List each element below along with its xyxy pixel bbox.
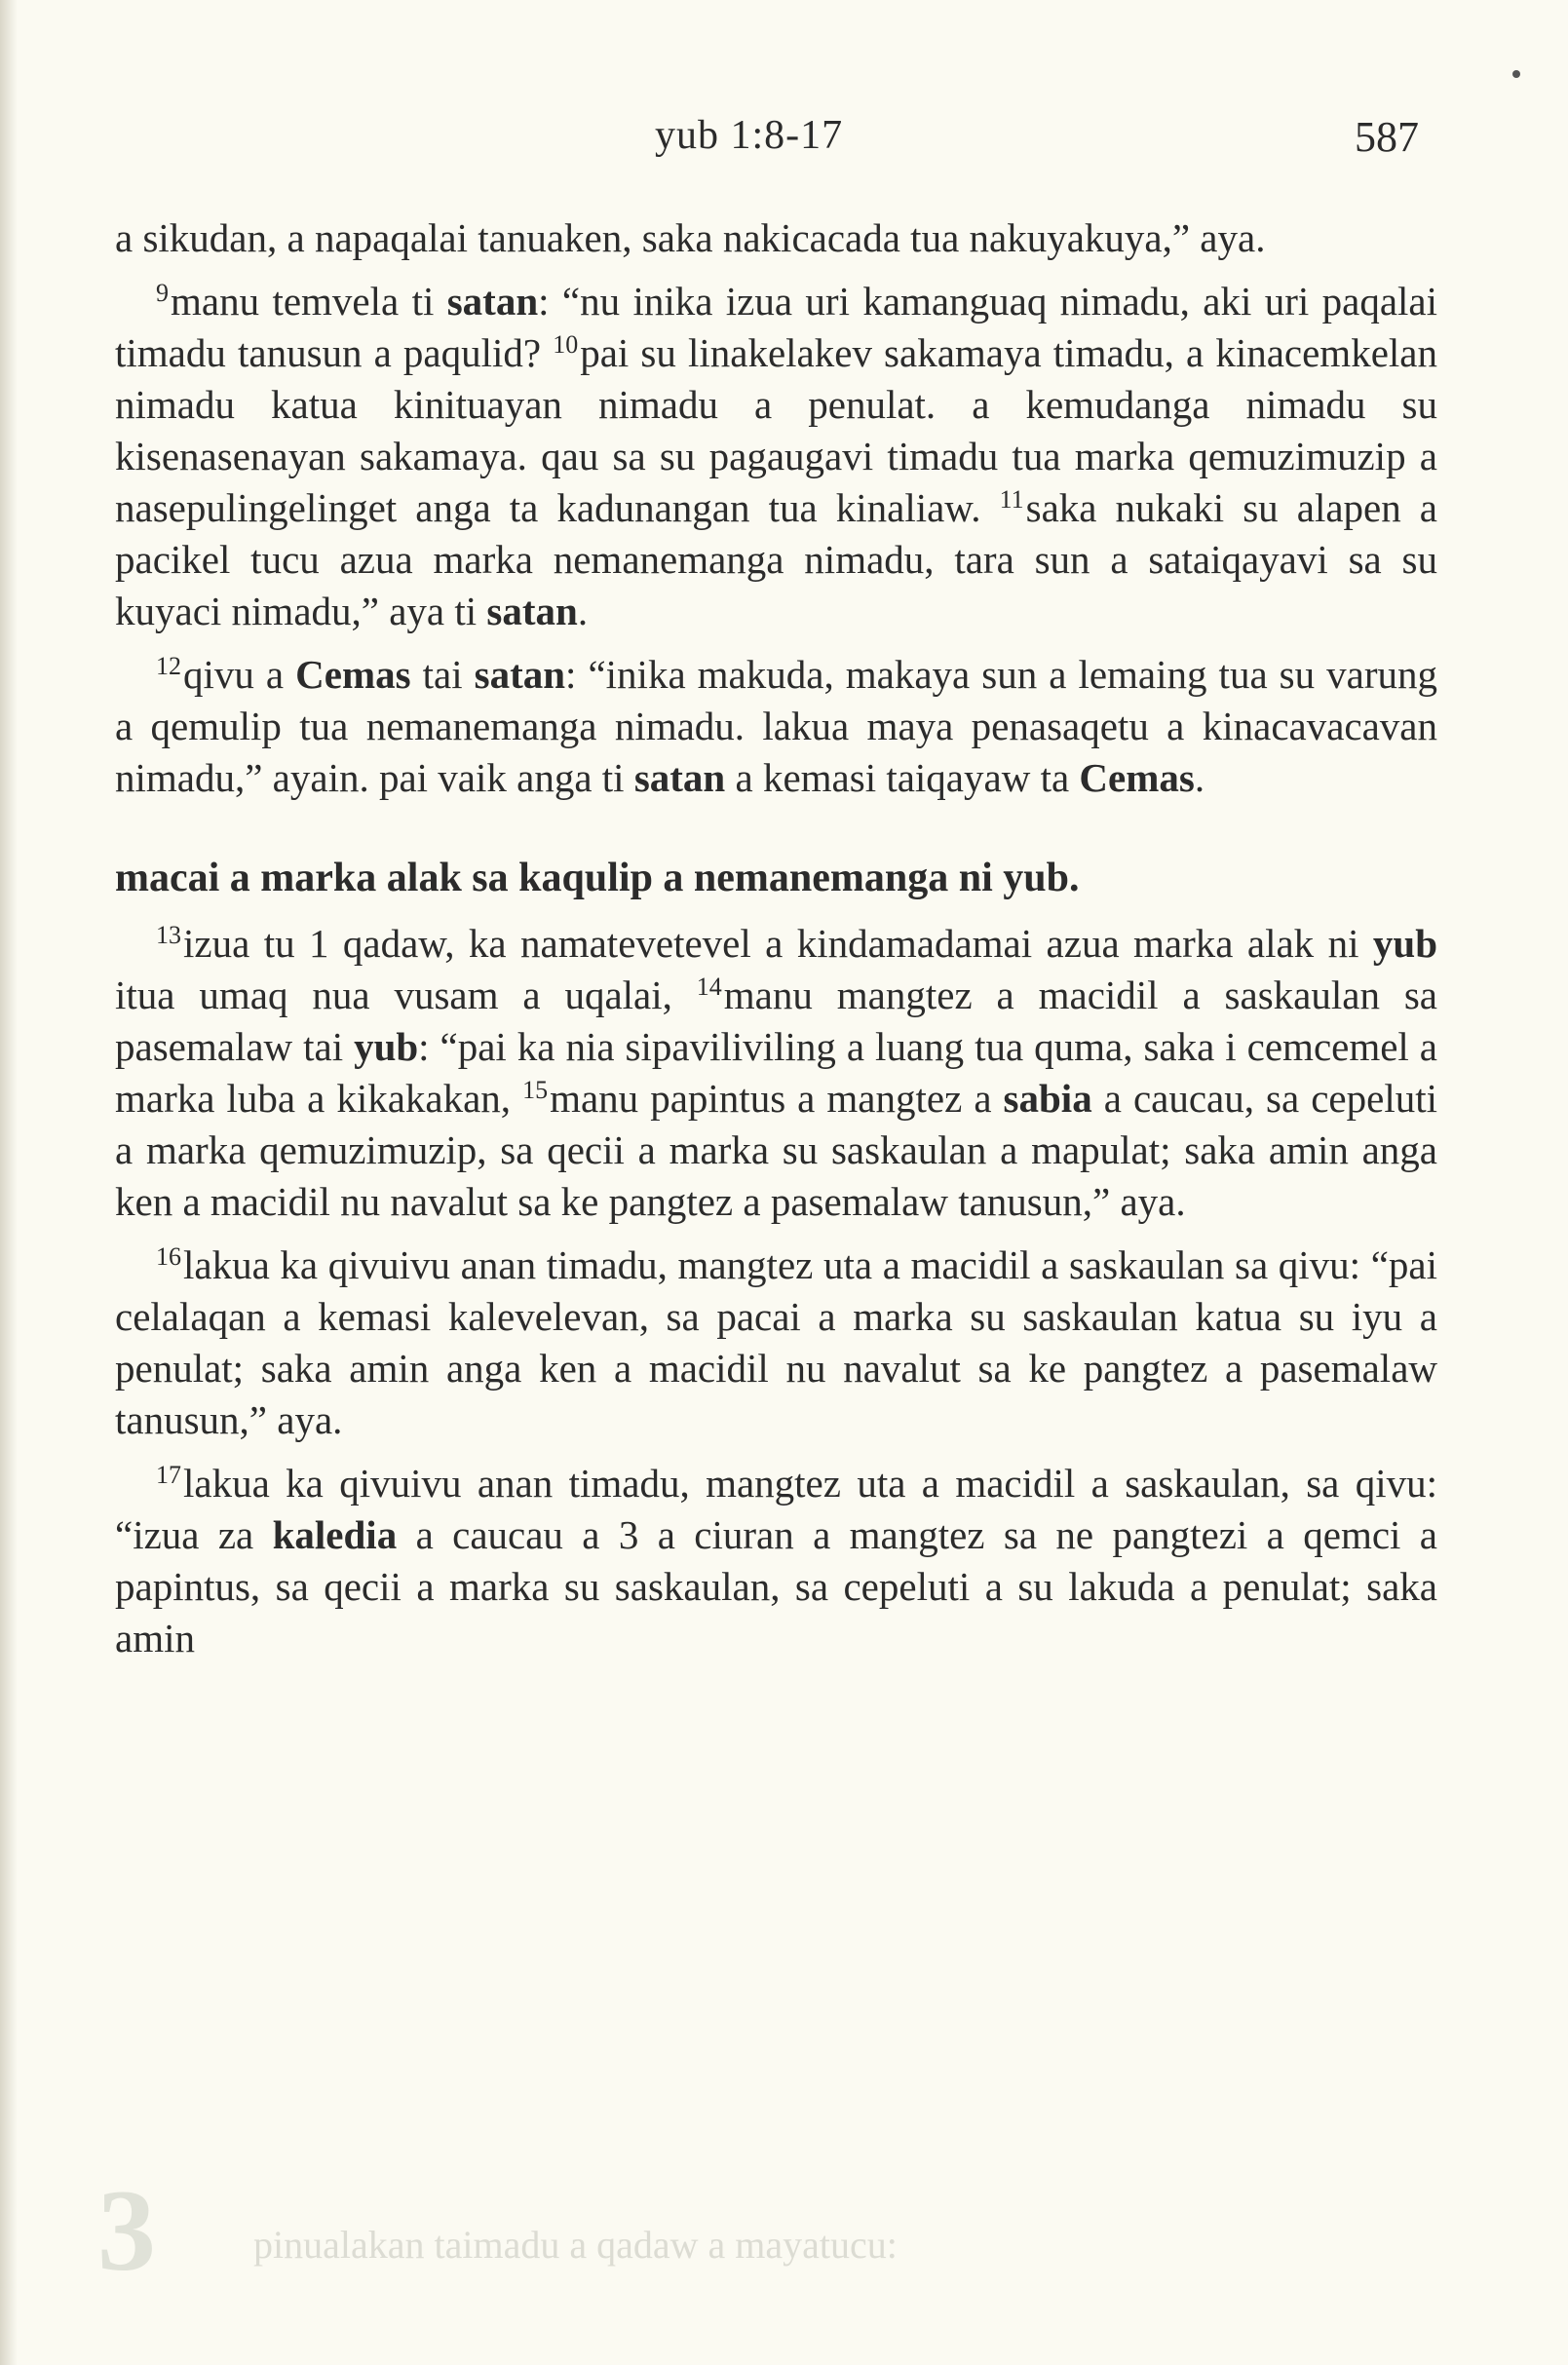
- page-number: 587: [1355, 113, 1419, 161]
- bold-name: yub: [354, 1024, 419, 1069]
- verse-number: 11: [999, 485, 1024, 514]
- text-run: .: [1194, 755, 1205, 800]
- text-run: a sikudan, a napaqalai tanuaken, saka nakicacada tua nakuyakuya,” aya.: [115, 215, 1266, 260]
- text-run: pai su linakelakev sakamaya timadu, a kinacemkelan nimadu katua kinituayan nimadu a penulat. a kemudanga nimadu su kisenasenayan sakamaya. qau sa su pagaugavi timadu tua marka qemuzimuzip a nasepulingelinget anga ta kadunangan tua kinaliaw.: [115, 330, 1437, 530]
- text-run: izua tu 1 qadaw, ka namatevetevel a kindamadamai azua marka alak ni: [183, 921, 1373, 966]
- bold-name: satan: [446, 279, 539, 324]
- verse-number: 15: [522, 1076, 549, 1104]
- text-run: qivu a: [183, 652, 296, 697]
- bold-name: Cemas: [1079, 755, 1195, 800]
- text-run: : “pai ka nia sipaviliviling a luang tua quma, saka i cemcemel a marka luba a kikakakan,: [115, 1024, 1437, 1121]
- text-run: a caucau a 3 a ciuran a mangtez sa ne pangtezi a qemci a papintus, sa qecii a marka su saskaulan, sa cepeluti a su lakuda a penulat; saka amin: [115, 1512, 1437, 1660]
- bleed-line: pinualakan taimadu a qadaw a mayatucu:: [253, 2223, 898, 2267]
- print-speck: [1512, 70, 1520, 78]
- verse-paragraph: [115, 649, 1437, 804]
- verse-number: 9: [156, 279, 169, 307]
- text-run: itua umaq nua vusam a uqalai,: [115, 973, 697, 1017]
- section-heading: macai a marka alak sa kaqulip a nemanemanga ni yub.: [115, 856, 1080, 900]
- bold-name: kaledia: [272, 1512, 398, 1557]
- bleed-chapter-number: 3: [97, 2165, 156, 2295]
- verse-paragraph: [115, 1458, 1437, 1664]
- text-run: manu papintus a mangtez a: [550, 1076, 1004, 1121]
- text-run: .: [577, 589, 589, 633]
- verse-paragraph: [115, 276, 1437, 637]
- text-run: saka nukaki su alapen a pacikel tucu azua marka nemanemanga nimadu, tara sun a sataiqayavi sa su kuyaci nimadu,” aya ti: [115, 485, 1437, 633]
- text-run: manu temvela ti: [171, 279, 447, 324]
- verse-number: 13: [156, 921, 181, 949]
- bold-name: satan: [486, 589, 578, 633]
- running-header: [0, 112, 1568, 171]
- verse-number: 14: [696, 973, 722, 1001]
- text-run: lakua ka qivuivu anan timadu, mangtez uta a macidil a saskaulan, sa qivu: “izua za: [115, 1461, 1437, 1557]
- text-run: manu mangtez a macidil a saskaulan sa pasemalaw tai: [115, 973, 1437, 1069]
- bold-name: sabia: [1003, 1076, 1092, 1121]
- text-run: a caucau, sa cepeluti a marka qemuzimuzip, sa qecii a marka su saskaulan a mapulat; saka amin anga ken a macidil nu navalut sa ke pangtez a pasemalaw tanusun,” aya.: [115, 1076, 1437, 1224]
- body-text: [115, 212, 1437, 1664]
- text-run: : “nu inika izua uri kamanguaq nimadu, aki uri paqalai timadu tanusun a paqulid?: [115, 279, 1437, 375]
- verse-number: 10: [553, 330, 579, 359]
- bold-name: yub: [1372, 921, 1437, 966]
- text-run: lakua ka qivuivu anan timadu, mangtez uta a macidil a saskaulan sa qivu: “pai celalaqan a kemasi kalevelevan, sa pacai a marka su saskaulan katua su iyu a penulat; saka amin anga ken a macidil nu navalut sa ke pangtez a pasemalaw tanusun,” aya.: [115, 1242, 1437, 1442]
- verse-number: 16: [156, 1242, 181, 1271]
- continuation-paragraph: [115, 212, 1437, 264]
- text-run: a kemasi taiqayaw ta: [725, 755, 1080, 800]
- verse-number: 12: [156, 652, 181, 680]
- verse-number: 17: [156, 1461, 181, 1489]
- chapter-reference: yub 1:8-17: [655, 113, 844, 158]
- bold-name: satan: [474, 652, 566, 697]
- text-run: tai: [410, 652, 475, 697]
- verse-paragraph: [115, 918, 1437, 1228]
- verse-paragraph: [115, 1240, 1437, 1446]
- bold-name: satan: [633, 755, 726, 800]
- page-gutter-shadow: [0, 0, 18, 2365]
- text-run: : “inika makuda, makaya sun a lemaing tua su varung a qemulip tua nemanemanga nimadu. lakua maya penasaqetu a kinacavacavan nimadu,” ayain. pai vaik anga ti: [115, 652, 1438, 800]
- bold-name: Cemas: [295, 652, 411, 697]
